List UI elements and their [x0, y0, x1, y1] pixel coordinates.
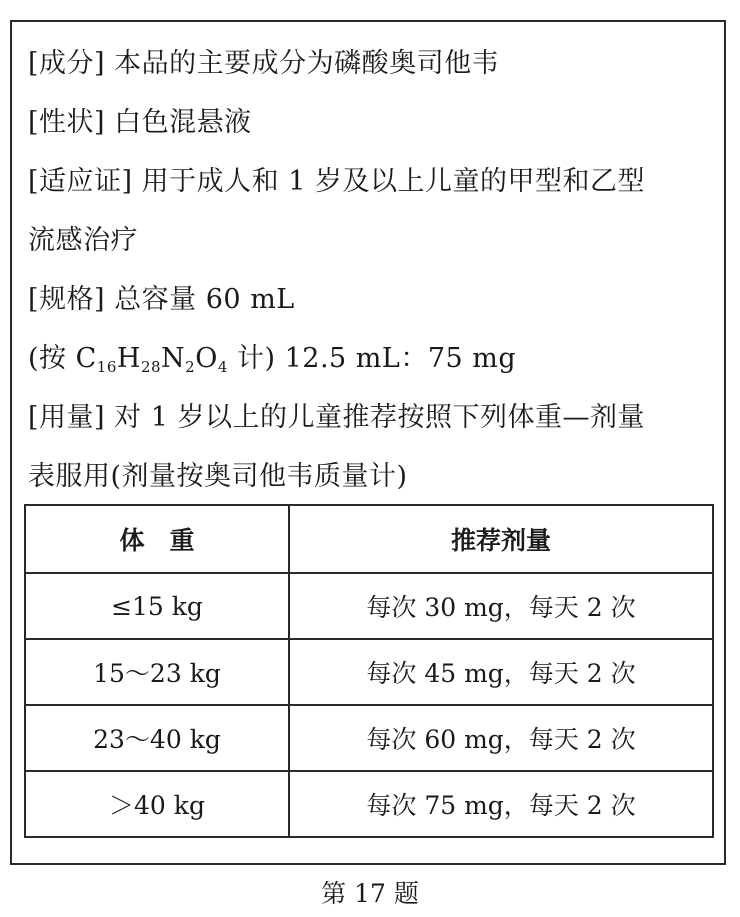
- dose-cell: 每次 45 mg，每天 2 次: [289, 639, 713, 705]
- dosage-table: [24, 504, 714, 838]
- formula-o: O: [195, 343, 218, 374]
- weight-cell: 15～23 kg: [25, 639, 289, 705]
- table-row: [25, 639, 713, 705]
- formula-o-sub: 4: [217, 358, 228, 376]
- weight-cell: 23～40 kg: [25, 705, 289, 771]
- ingredient-text: 本品的主要成分为磷酸奥司他韦: [114, 48, 500, 79]
- formula-n-sub: 2: [185, 358, 196, 376]
- ingredient-line: [28, 34, 718, 93]
- dosage-line-2: [28, 447, 718, 506]
- dose-cell: 每次 60 mg，每天 2 次: [289, 705, 713, 771]
- table-row: [25, 705, 713, 771]
- dosage-text-1: 对 1 岁以上的儿童推荐按照下列体重—剂量: [114, 402, 646, 433]
- document-frame: [10, 20, 726, 865]
- indication-text-1: 用于成人和 1 岁及以上儿童的甲型和乙型: [141, 166, 646, 197]
- indication-tag: [适应证]: [28, 166, 133, 197]
- appearance-text: 白色混悬液: [114, 107, 252, 138]
- question-caption: 第 17 题: [321, 879, 419, 908]
- appearance-tag: [性状]: [28, 107, 106, 138]
- weight-cell: ≤15 kg: [25, 573, 289, 639]
- dose-cell: 每次 75 mg，每天 2 次: [289, 771, 713, 837]
- formula-h-sub: 28: [140, 358, 162, 376]
- appearance-line: [28, 93, 718, 152]
- formula-c: C: [75, 343, 97, 374]
- table-header-row: [25, 505, 713, 573]
- weight-cell: ＞40 kg: [25, 771, 289, 837]
- dosage-text-2: 表服用(剂量按奥司他韦质量计): [28, 461, 408, 492]
- formula-c-sub: 16: [96, 358, 117, 376]
- header-dose: 推荐剂量: [289, 505, 713, 573]
- table-row: [25, 771, 713, 837]
- text-block: [28, 34, 718, 506]
- indication-line: [28, 152, 718, 211]
- table-row: [25, 573, 713, 639]
- formula-h: H: [116, 343, 141, 374]
- spec-line: [28, 270, 718, 329]
- ingredient-tag: [成分]: [28, 48, 106, 79]
- formula-close: 计) 12.5 mL：75 mg: [227, 343, 517, 374]
- header-weight: 体 重: [25, 505, 289, 573]
- dose-cell: 每次 30 mg，每天 2 次: [289, 573, 713, 639]
- spec-tag: [规格]: [28, 284, 106, 315]
- indication-text-2: 流感治疗: [28, 225, 138, 256]
- indication-line-2: [28, 211, 718, 270]
- dosage-line: [28, 388, 718, 447]
- formula-line: [28, 329, 718, 388]
- formula-open: (按: [28, 343, 76, 374]
- dosage-tag: [用量]: [28, 402, 106, 433]
- spec-text: 总容量 60 mL: [114, 284, 295, 315]
- formula-n: N: [161, 343, 186, 374]
